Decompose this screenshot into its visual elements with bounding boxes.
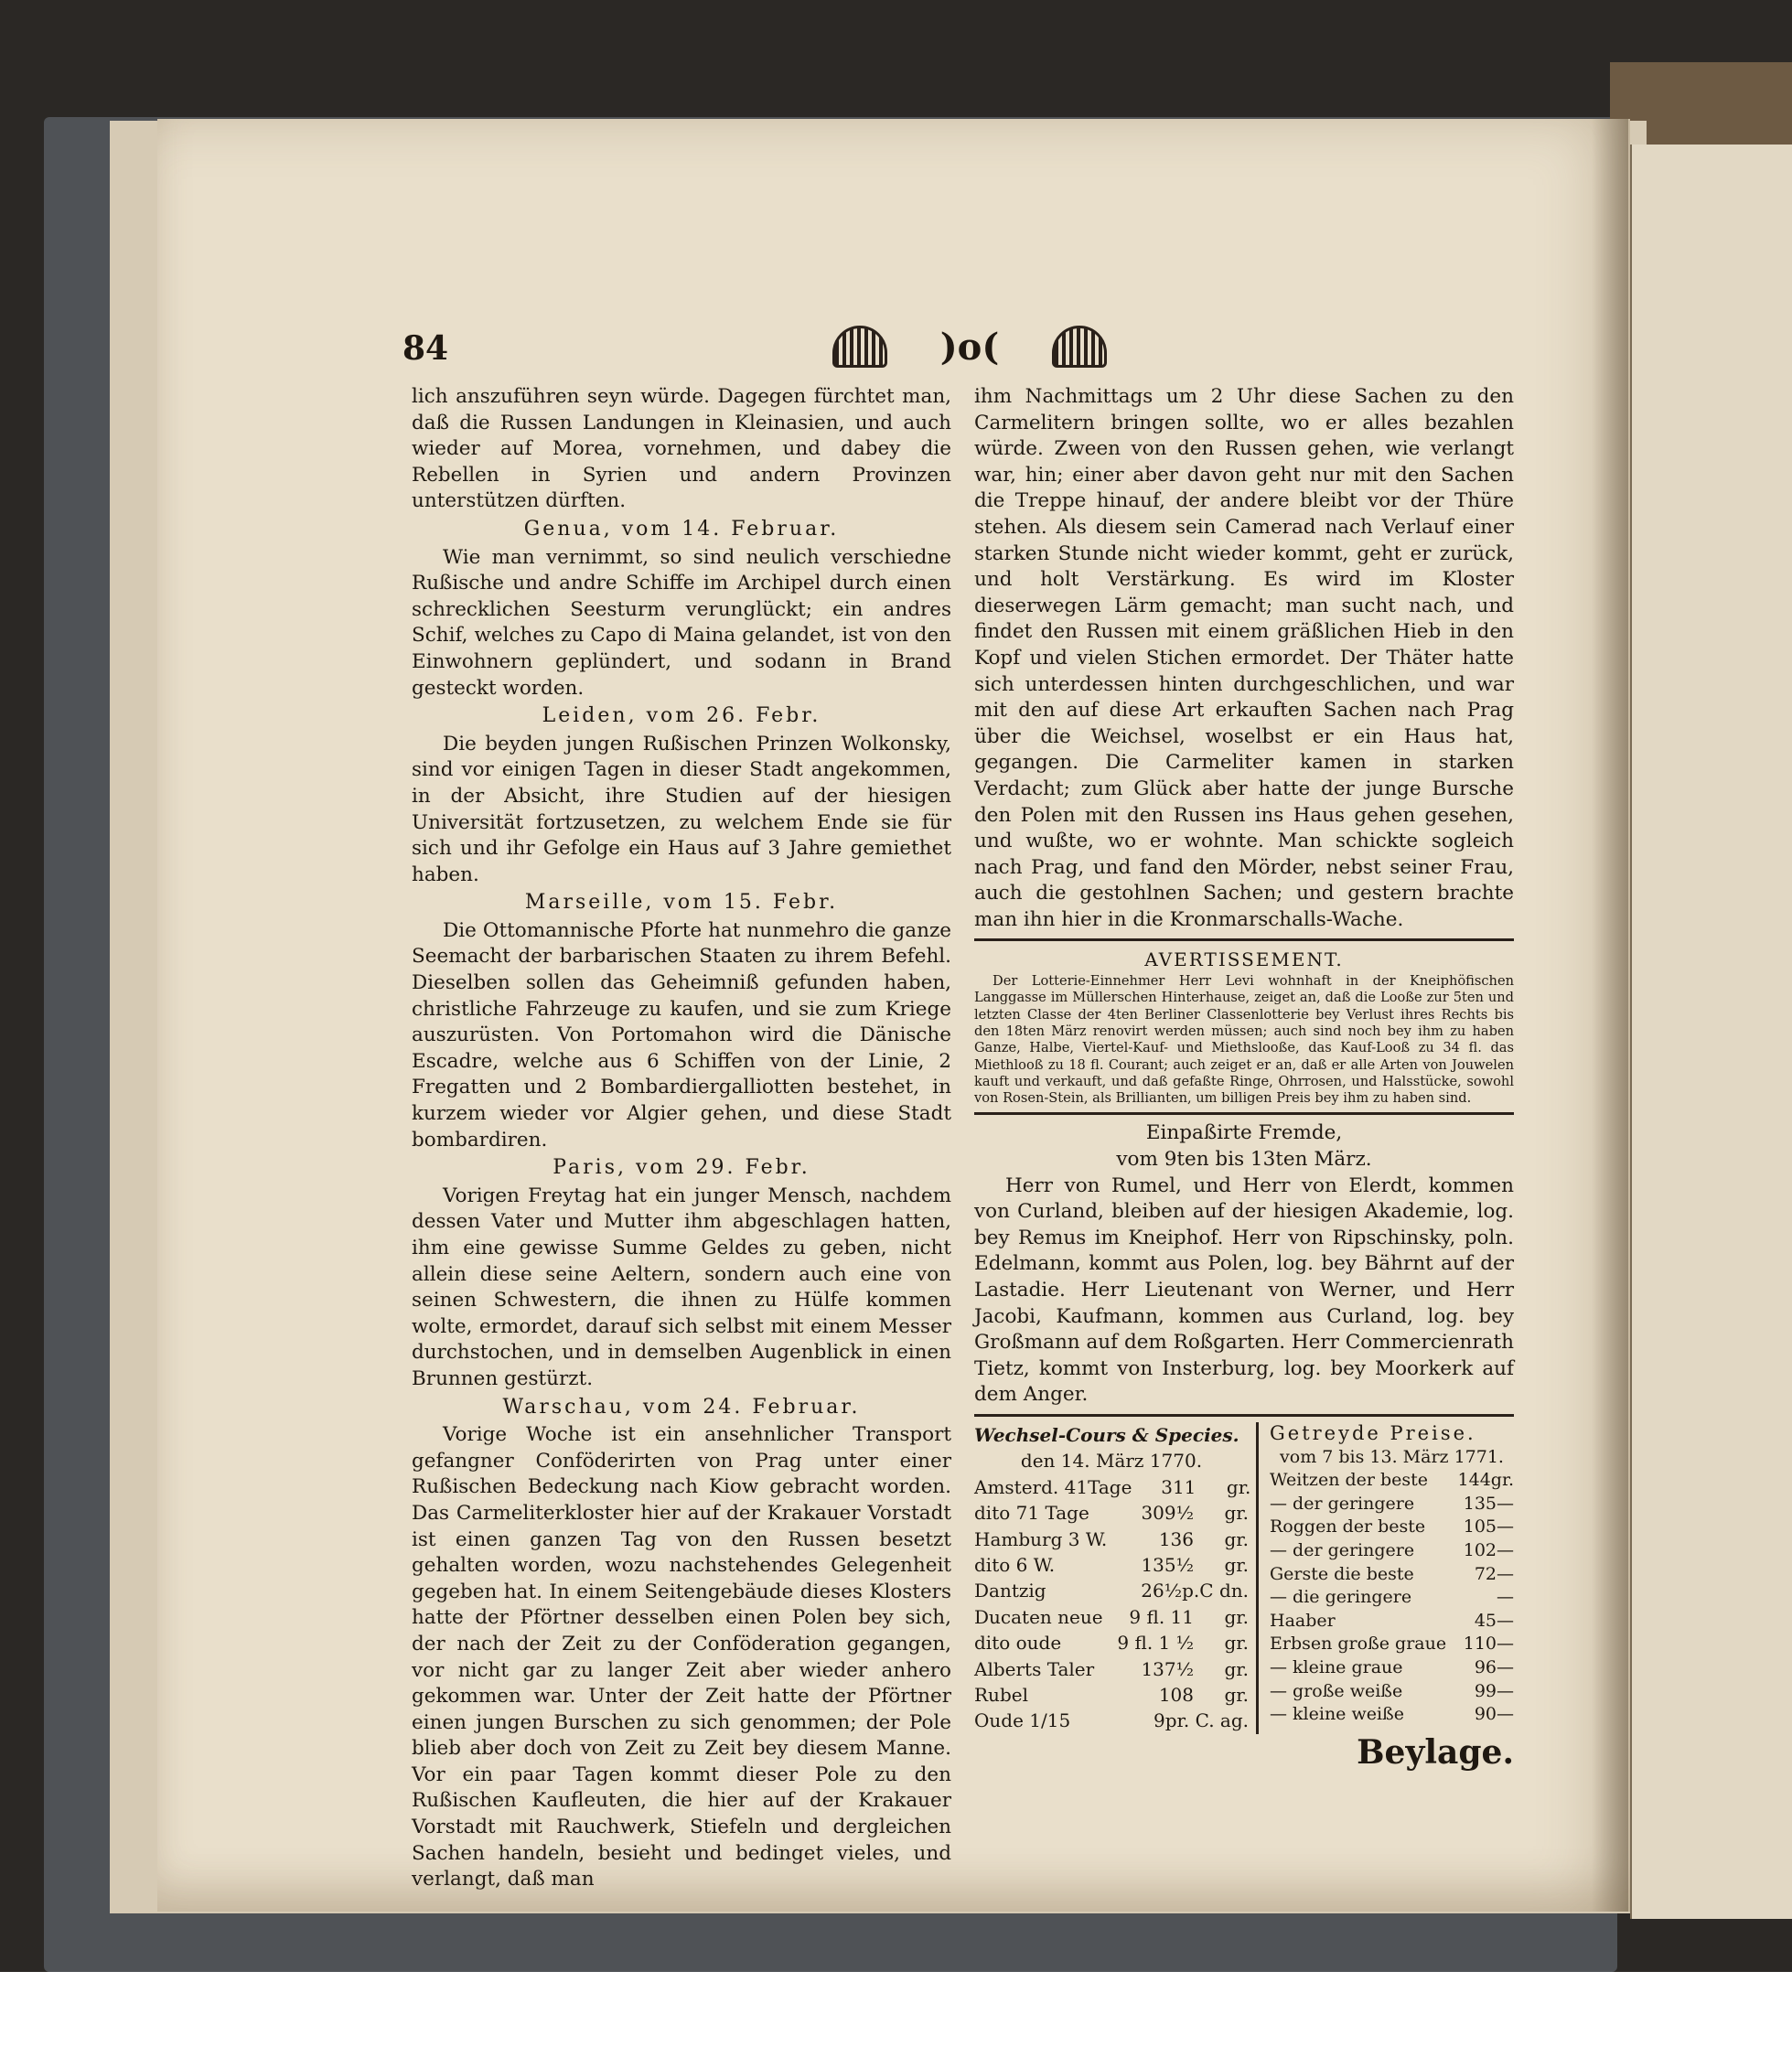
wechsel-label: dito 71 Tage	[974, 1502, 1089, 1525]
gutter-shadow	[1592, 119, 1628, 1912]
wechsel-unit: pr. C. ag.	[1164, 1709, 1249, 1732]
getreyde-label: Gerste die beste	[1270, 1563, 1414, 1584]
wechsel-label: dito oude	[974, 1632, 1062, 1655]
right-page-edge	[1630, 145, 1792, 1919]
news-paragraph: Die beyden jungen Rußischen Prinzen Wolkonsky, sind vor einigen Tagen in dieser Stadt angekommen, in der Absicht, ihre Studien auf der hiesigen Universität fortzusetzen, zu welchem Ende sie für sich und ihr Gefolge ein Haus auf 3 Jahre gemiethet haben.	[412, 732, 951, 886]
scroll-icon: )o(	[939, 325, 1000, 369]
wechsel-row	[974, 1527, 1249, 1552]
getreyde-label: — der geringere	[1270, 1493, 1415, 1514]
getreyde-date: vom 7 bis 13. März 1771.	[1280, 1446, 1504, 1467]
getreyde-row	[1270, 1586, 1514, 1610]
wechsel-label: dito 6 W.	[974, 1554, 1056, 1576]
getreyde-row	[1270, 1703, 1514, 1727]
wechsel-row	[974, 1708, 1249, 1733]
news-paragraph: lich anszuführen seyn würde. Dagegen fürchtet man, daß die Russen Landungen in Kleinasien, und auch wieder auf Morea, vornehmen, und dabey die Rebellen in Syrien und andern Provinzen unterstützen dürften.	[412, 385, 951, 513]
divider	[974, 1414, 1514, 1417]
getreyde-value: 96—	[1474, 1656, 1514, 1677]
wechsel-value: 108	[1158, 1684, 1194, 1707]
wechsel-unit: gr.	[1224, 1502, 1249, 1525]
getreyde-value: 72—	[1474, 1563, 1514, 1584]
shell-icon	[1052, 326, 1107, 368]
price-tables	[974, 1422, 1514, 1734]
fremde-dates: vom 9ten bis 13ten März.	[1116, 1148, 1372, 1172]
fremde-title: Einpaßirte Fremde,	[1145, 1121, 1343, 1145]
wechsel-unit: gr.	[1224, 1554, 1249, 1576]
getreyde-row	[1270, 1516, 1514, 1539]
dateline-heading: Paris, vom 29. Febr.	[553, 1156, 810, 1180]
header-ornament	[832, 324, 1107, 370]
getreyde-label: Roggen der beste	[1270, 1516, 1426, 1537]
divider	[974, 938, 1514, 941]
getreyde-row	[1270, 1469, 1514, 1493]
wechsel-row	[974, 1578, 1249, 1603]
wechsel-value: 137½	[1141, 1657, 1194, 1680]
wechsel-date: den 14. März 1770.	[1020, 1450, 1203, 1473]
wechsel-value: 9	[1153, 1709, 1165, 1732]
wechsel-value: 311	[1161, 1475, 1196, 1498]
wechsel-title: Wechsel-Cours & Species.	[974, 1423, 1239, 1446]
getreyde-row	[1270, 1633, 1514, 1656]
wechsel-unit: gr.	[1224, 1527, 1249, 1550]
getreyde-row	[1270, 1493, 1514, 1516]
getreyde-row	[1270, 1563, 1514, 1587]
wechsel-unit: gr.	[1224, 1632, 1249, 1655]
divider	[974, 1112, 1514, 1115]
wechsel-label: Ducaten neue	[974, 1605, 1103, 1628]
dateline-heading: Marseille, vom 15. Febr.	[524, 891, 839, 915]
news-paragraph: Wie man vernimmt, so sind neulich verschiedne Rußische und andre Schiffe im Archipel durch einen schrecklichen Seesturm verunglückt; ein andres Schif, welches zu Capo di Maina gelandet, ist von den Einwohnern geplündert, und sodann in Brand gesteckt worden.	[412, 545, 951, 700]
wechsel-row	[974, 1604, 1249, 1630]
wechsel-value: 9 fl. 1 ½	[1117, 1632, 1194, 1655]
wechsel-label: Amsterd. 41Tage	[974, 1475, 1132, 1498]
wechsel-unit: gr.	[1226, 1475, 1251, 1498]
wechsel-label: Rubel	[974, 1684, 1028, 1707]
getreyde-title: Getreyde Preise.	[1270, 1421, 1476, 1444]
getreyde-label: — der geringere	[1270, 1539, 1415, 1560]
getreyde-value: 99—	[1474, 1680, 1514, 1701]
getreyde-label: — kleine weiße	[1270, 1704, 1404, 1725]
wechsel-row	[974, 1474, 1249, 1500]
wechsel-unit: gr.	[1224, 1605, 1249, 1628]
warschau-continuation: ihm Nachmittags um 2 Uhr diese Sachen zu den Carmelitern bringen sollte, wo er alles bezahlen würde. Zween von den Russen gehen, wie verlangt war, hin; einer aber davon geht nur mit den Sachen die Treppe hinauf, der andere bleibt vor der Thüre stehen. Als diesem sein Camerad nach Verlauf einer starken Stunde nicht wieder kommt, geht er zurück, und holt Verstärkung. Es wird im Kloster dieserwegen Lärm gemacht; man sucht nach, und findet den Russen mit einem gräßlichen Hieb in den Kopf und vielen Stichen ermordet. Der Thäter hatte sich unterdessen hinten durchgeschlichen, und war mit den auf diese Art erkauften Sachen nach Prag über die Weichsel, woselbst er ein Haus hat, gegangen. Die Carmeliter kamen in starken Verdacht; zum Glück aber hatte der junge Bursche den Polen mit den Russen ins Haus gehen gesehen, und wußte, wo er wohnte. Man schickte sogleich nach Prag, und fand den Mörder, nebst seiner Frau, auch die gestohlnen Sachen; und gestern brachte man ihn hier in die Kronmarschalls-Wache.	[974, 385, 1514, 931]
getreyde-row	[1270, 1610, 1514, 1634]
dateline-heading: Leiden, vom 26. Febr.	[542, 704, 821, 728]
getreyde-label: — kleine graue	[1270, 1656, 1403, 1677]
fremde-text: Herr von Rumel, und Herr von Elerdt, kommen von Curland, bleiben auf der hiesigen Akademie, log. bey Remus im Kneiphof. Herr von Ripschinsky, poln. Edelmann, kommt aus Polen, log. bey Bährnt auf der Lastadie. Herr Lieutenant von Werner, und Herr Jacobi, Kaufmann, kommen aus Curland, log. bey Großmann auf dem Roßgarten. Herr Commercienrath Tietz, kommt von Insterburg, log. bey Moorkerk auf dem Anger.	[974, 1173, 1514, 1407]
getreyde-label: — große weiße	[1270, 1680, 1403, 1701]
getreyde-value: —	[1497, 1587, 1514, 1608]
wechsel-value: 136	[1158, 1527, 1194, 1550]
getreyde-label: Haaber	[1270, 1610, 1336, 1631]
dateline-heading: Genua, vom 14. Februar.	[523, 517, 840, 541]
wechsel-value: 309½	[1141, 1502, 1194, 1525]
news-paragraph: Vorigen Freytag hat ein junger Mensch, nachdem dessen Vater und Mutter ihm abgeschlagen hatten, ihm eine gewisse Summe Geldes zu geben, nicht allein diese seine Aeltern, sondern auch eine von seinen Schwestern, die ihnen zu Hülfe kommen wolte, ermordet, darauf sich selbst mit einem Messer durchstochen, und in demselben Augenblick in einen Brunnen gestürzt.	[412, 1184, 951, 1390]
getreyde-value: 105—	[1463, 1516, 1514, 1537]
advertisement-title: AVERTISSEMENT.	[1144, 948, 1344, 971]
getreyde-label: Weitzen der beste	[1270, 1470, 1429, 1491]
getreyde-label: — die geringere	[1270, 1587, 1412, 1608]
getreyde-row	[1270, 1539, 1514, 1563]
catchword: Beylage.	[1357, 1732, 1514, 1772]
news-paragraph: Vorige Woche ist ein ansehnlicher Transport gefangner Conföderirten von Prag unter einer Rußischen Bedeckung nach Kiow gebracht worden. Das Carmeliterkloster hier auf der Krakauer Vorstadt ist einen ganzen Tag von den Russen besetzt gehalten worden, wozu nachstehendes Gelegenheit gegeben hat. In einem Seitengebäude dieses Klosters hatte der Pförtner desselben einen Polen bey sich, der nach der Zeit zu der Conföderation gegangen, vor nicht gar zu langer Zeit aber wieder anhero gekommen war. Unter der Zeit hatte der Pförtner einen jungen Burschen zu sich genommen; der Pole blieb aber doch von Zeit zu Zeit bey diesem Manne. Vor ein paar Tagen kommt dieser Pole zu den Rußischen Kaufleuten, die hier auf der Krakauer Vorstadt mit Rauchwerk, Stiefeln und dergleichen Sachen handeln, besieht und bedinget vieles, und verlangt, daß man	[412, 1423, 951, 1891]
getreyde-row	[1270, 1656, 1514, 1680]
news-paragraph: Die Ottomannische Pforte hat nunmehro die ganze Seemacht der barbarischen Staaten zu ihrem Befehl. Dieselben sollen das Geheimniß gefunden haben, christliche Fahrzeuge zu kaufen, und sie zum Kriege auszurüsten. Von Portomahon wird die Dänische Escadre, welche aus 6 Schiffen von der Linie, 2 Fregatten und 2 Bombardiergalliotten bestehet, in kurzem wieder vor Algier gehen, und diese Stadt bombardiren.	[412, 918, 951, 1152]
right-column	[974, 384, 1514, 1772]
getreyde-row	[1270, 1680, 1514, 1704]
dateline-heading: Warschau, vom 24. Februar.	[502, 1395, 861, 1419]
left-column	[412, 384, 951, 1893]
getreyde-value: 135—	[1463, 1493, 1514, 1514]
wechsel-value: 26½	[1141, 1580, 1183, 1602]
getreyde-label: Erbsen große graue	[1270, 1634, 1447, 1655]
wechsel-value: 9 fl. 11	[1129, 1605, 1194, 1628]
advertisement-text: Der Lotterie-Einnehmer Herr Levi wohnhaft in der Kneiphöfischen Langgasse im Müllerschen Hinterhause, zeiget an, daß die Looße zur 5ten und letzten Classe der 4ten Berliner Classenlotterie bey Verlust ihres Rechts bis den 18ten März renovirt werden müssen; auch sind noch bey ihm zu haben Ganze, Halbe, Viertel-Kauf- und Miethslooße, das Kauf-Looß zu 34 fl. das Miethlooß zu 18 fl. Courant; auch zeiget er an, daß er alle Arten von Jouwelen kauft und verkauft, und daß gefaßte Ringe, Ohrrosen, und Halsstücke, sowohl von Rosen-Stein, als Brillianten, um billigen Preis bey ihm zu haben sind.	[974, 973, 1514, 1107]
wechsel-row	[974, 1682, 1249, 1708]
wechsel-row	[974, 1656, 1249, 1682]
getreyde-value: 144gr.	[1457, 1470, 1514, 1491]
page-number: 84	[402, 329, 449, 368]
wechsel-unit: p.C dn.	[1182, 1580, 1249, 1602]
wechsel-label: Dantzig	[974, 1580, 1046, 1602]
wechsel-unit: gr.	[1224, 1684, 1249, 1707]
wechsel-row	[974, 1500, 1249, 1526]
getreyde-value: 102—	[1463, 1539, 1514, 1560]
wechsel-label: Alberts Taler	[974, 1657, 1095, 1680]
shell-icon	[832, 326, 887, 368]
getreyde-value: 110—	[1463, 1634, 1514, 1655]
wechsel-unit: gr.	[1224, 1657, 1249, 1680]
wechsel-label: Oude 1/15	[974, 1709, 1071, 1732]
wechsel-label: Hamburg 3 W.	[974, 1527, 1108, 1550]
getreyde-table	[1259, 1422, 1514, 1734]
wechsel-value: 135½	[1141, 1554, 1194, 1576]
getreyde-value: 90—	[1474, 1704, 1514, 1725]
wechsel-row	[974, 1630, 1249, 1655]
wechsel-row	[974, 1552, 1249, 1578]
getreyde-value: 45—	[1474, 1610, 1514, 1631]
wechsel-table	[974, 1422, 1259, 1734]
